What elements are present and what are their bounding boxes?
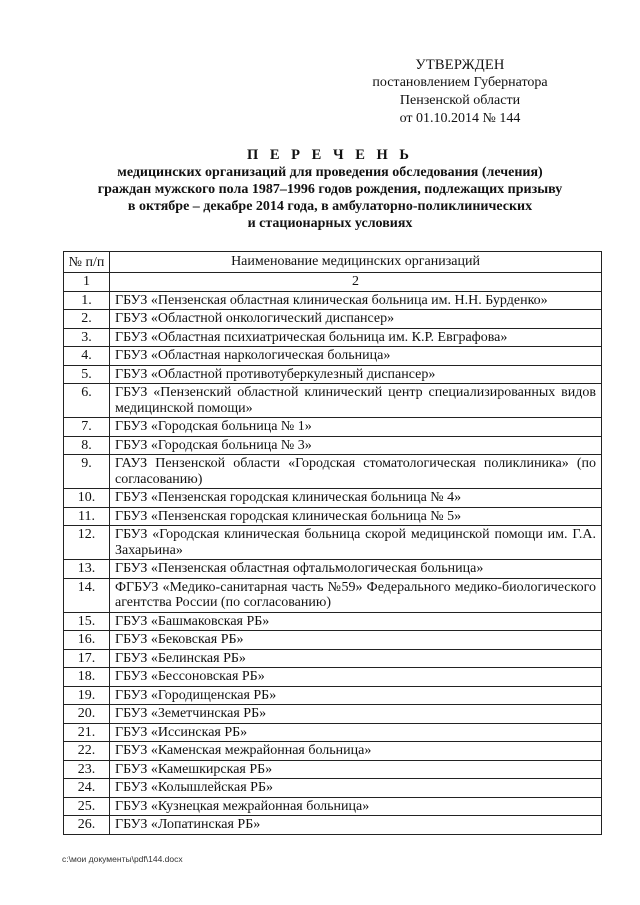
table-row: [64, 455, 602, 489]
row-number: 19.: [64, 686, 110, 705]
row-number: 1.: [64, 291, 110, 310]
organization-name: ГБУЗ «Лопатинская РБ»: [110, 816, 602, 835]
table-row: [64, 384, 602, 418]
table-row: [64, 365, 602, 384]
row-number: 4.: [64, 347, 110, 366]
heading-line-2: граждан мужского пола 1987–1996 годов рождения, подлежащих призыву: [97, 182, 563, 197]
table-row: [64, 723, 602, 742]
table-row: [64, 668, 602, 687]
table-row: [64, 760, 602, 779]
table-row: [64, 779, 602, 798]
organization-name: ГБУЗ «Городищенская РБ»: [110, 686, 602, 705]
organization-name: ГБУЗ «Пензенская областная офтальмологическая больница»: [110, 560, 602, 579]
table-header-row: [64, 252, 602, 273]
table-index-row: [64, 273, 602, 292]
row-number: 9.: [64, 455, 110, 489]
table-row: [64, 526, 602, 560]
row-number: 21.: [64, 723, 110, 742]
table-row: [64, 631, 602, 650]
organization-name: ГБУЗ «Областная психиатрическая больница им. К.Р. Евграфова»: [110, 328, 602, 347]
row-number: 24.: [64, 779, 110, 798]
table-row: [64, 436, 602, 455]
organization-name: ГБУЗ «Пензенская областная клиническая больница им. Н.Н. Бурденко»: [110, 291, 602, 310]
organization-name: ГБУЗ «Башмаковская РБ»: [110, 612, 602, 631]
organization-name: ГБУЗ «Городская больница № 3»: [110, 436, 602, 455]
heading-line-4: и стационарных условиях: [247, 216, 413, 231]
row-number: 2.: [64, 310, 110, 329]
approval-line-3: от 01.10.2014 № 144: [399, 111, 521, 126]
approval-title: УТВЕРЖДЕН: [415, 57, 505, 73]
table-row: [64, 742, 602, 761]
row-number: 20.: [64, 705, 110, 724]
document-title: П Е Р Е Ч Е Н Ь: [246, 147, 414, 163]
row-number: 12.: [64, 526, 110, 560]
table-row: [64, 705, 602, 724]
approval-line-1: постановлением Губернатора: [372, 75, 548, 90]
row-number: 5.: [64, 365, 110, 384]
organization-name: ГБУЗ «Городская клиническая больница скорой медицинской помощи им. Г.А. Захарьина»: [110, 526, 602, 560]
row-number: 14.: [64, 578, 110, 612]
table-row: [64, 347, 602, 366]
row-number: 25.: [64, 797, 110, 816]
organization-name: ГБУЗ «Белинская РБ»: [110, 649, 602, 668]
column-index-number: 1: [64, 273, 110, 292]
table-row: [64, 560, 602, 579]
organization-name: ГБУЗ «Пензенская городская клиническая больница № 5»: [110, 507, 602, 526]
organization-name: ГБУЗ «Пензенская городская клиническая больница № 4»: [110, 489, 602, 508]
file-path-footer: c:\мои документы\pdf\144.docx: [62, 854, 183, 864]
organization-name: ГБУЗ «Колышлейская РБ»: [110, 779, 602, 798]
row-number: 7.: [64, 418, 110, 437]
organization-name: ФГБУЗ «Медико-санитарная часть №59» Федерального медико-биологического агентства России (по согласованию): [110, 578, 602, 612]
row-number: 11.: [64, 507, 110, 526]
row-number: 17.: [64, 649, 110, 668]
table-row: [64, 649, 602, 668]
column-header-name: Наименование медицинских организаций: [110, 252, 602, 273]
table-row: [64, 291, 602, 310]
table-row: [64, 507, 602, 526]
row-number: 6.: [64, 384, 110, 418]
organization-name: ГБУЗ «Каменская межрайонная больница»: [110, 742, 602, 761]
approval-line-2: Пензенской области: [399, 93, 521, 108]
row-number: 15.: [64, 612, 110, 631]
organization-name: ГБУЗ «Городская больница № 1»: [110, 418, 602, 437]
row-number: 10.: [64, 489, 110, 508]
table-row: [64, 489, 602, 508]
row-number: 23.: [64, 760, 110, 779]
table-row: [64, 612, 602, 631]
organization-name: ГБУЗ «Иссинская РБ»: [110, 723, 602, 742]
organizations-table: [63, 251, 602, 835]
organization-name: ГБУЗ «Камешкирская РБ»: [110, 760, 602, 779]
row-number: 13.: [64, 560, 110, 579]
organization-name: ГБУЗ «Земетчинская РБ»: [110, 705, 602, 724]
heading-line-3: в октябре – декабре 2014 года, в амбулаторно-поликлинических: [127, 199, 533, 214]
table-row: [64, 418, 602, 437]
organization-name: ГБУЗ «Областной онкологический диспансер»: [110, 310, 602, 329]
approval-stamp: [340, 56, 580, 128]
column-header-number: № п/п: [64, 252, 110, 273]
organization-name: ГБУЗ «Кузнецкая межрайонная больница»: [110, 797, 602, 816]
row-number: 18.: [64, 668, 110, 687]
organization-name: ГБУЗ «Бековская РБ»: [110, 631, 602, 650]
organization-name: ГБУЗ «Областная наркологическая больница»: [110, 347, 602, 366]
organization-name: ГБУЗ «Бессоновская РБ»: [110, 668, 602, 687]
table-row: [64, 578, 602, 612]
organization-name: ГБУЗ «Областной противотуберкулезный диспансер»: [110, 365, 602, 384]
row-number: 26.: [64, 816, 110, 835]
table-row: [64, 816, 602, 835]
row-number: 3.: [64, 328, 110, 347]
table-row: [64, 310, 602, 329]
table-row: [64, 328, 602, 347]
document-heading: [60, 147, 600, 232]
organization-name: ГБУЗ «Пензенский областной клинический центр специализированных видов медицинской помощи»: [110, 384, 602, 418]
heading-line-1: медицинских организаций для проведения обследования (лечения): [117, 165, 543, 180]
column-index-name: 2: [110, 273, 602, 292]
row-number: 8.: [64, 436, 110, 455]
row-number: 16.: [64, 631, 110, 650]
table-row: [64, 797, 602, 816]
table-row: [64, 686, 602, 705]
organization-name: ГАУЗ Пензенской области «Городская стоматологическая поликлиника» (по согласованию): [110, 455, 602, 489]
row-number: 22.: [64, 742, 110, 761]
